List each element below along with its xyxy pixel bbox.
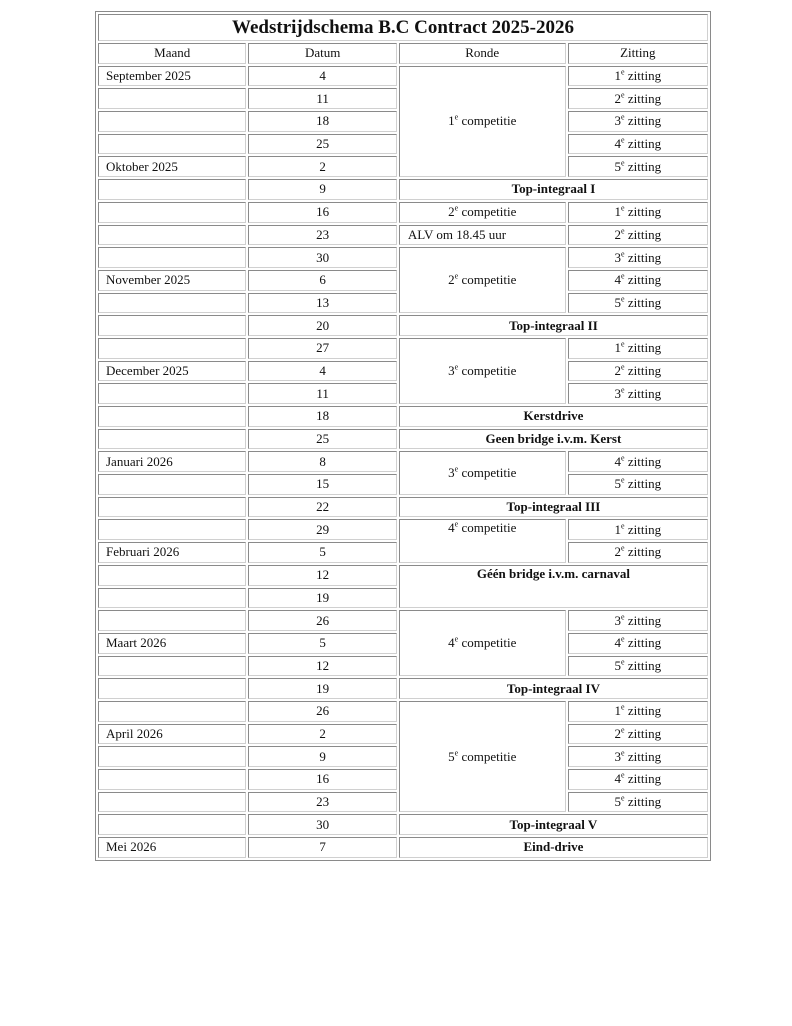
round-label: competitie <box>461 520 517 536</box>
session-label: zitting <box>627 748 662 764</box>
session-number: 5 <box>614 476 622 492</box>
session-label: zitting <box>627 385 662 401</box>
header-ronde: Ronde <box>399 43 566 64</box>
date-cell: 5 <box>248 542 396 563</box>
round-number: 4 <box>448 635 455 651</box>
ordinal-suffix: e <box>621 203 625 213</box>
header-row <box>98 43 708 64</box>
table-row <box>98 338 708 359</box>
table-row <box>98 701 708 722</box>
session-label: zitting <box>627 725 662 741</box>
month-cell <box>98 247 246 268</box>
month-cell <box>98 134 246 155</box>
month-cell <box>98 746 246 767</box>
table-row <box>98 315 708 336</box>
ordinal-suffix: e <box>621 158 625 168</box>
session-number: 4 <box>614 771 622 787</box>
ordinal-suffix: e <box>454 634 459 644</box>
session-number: 5 <box>614 294 622 310</box>
event-cell: Top-integraal IV <box>399 678 708 699</box>
ordinal-suffix: e <box>621 702 625 712</box>
session-cell <box>568 111 708 132</box>
round-label: competitie <box>461 204 517 220</box>
session-label: zitting <box>627 68 662 84</box>
round-label: competitie <box>461 272 517 288</box>
session-number: 1 <box>614 68 622 84</box>
ordinal-suffix: e <box>621 135 625 145</box>
round-label: competitie <box>461 113 517 129</box>
session-label: zitting <box>627 204 662 220</box>
session-number: 3 <box>614 385 622 401</box>
date-cell: 18 <box>248 111 396 132</box>
round-number: 1 <box>448 113 455 129</box>
month-cell <box>98 519 246 540</box>
session-cell <box>568 361 708 382</box>
date-cell: 11 <box>248 383 396 404</box>
ordinal-suffix: e <box>621 771 625 781</box>
ordinal-suffix: e <box>621 113 625 123</box>
table-row <box>98 179 708 200</box>
round-cell <box>399 610 566 676</box>
session-cell <box>568 746 708 767</box>
table-row <box>98 837 708 858</box>
ordinal-suffix: e <box>454 362 459 372</box>
session-cell <box>568 542 708 563</box>
ordinal-suffix: e <box>621 612 625 622</box>
month-cell <box>98 565 246 586</box>
table-row <box>98 66 708 87</box>
session-label: zitting <box>627 90 662 106</box>
event-cell: Eind-drive <box>399 837 708 858</box>
session-number: 3 <box>614 612 622 628</box>
session-label: zitting <box>627 453 662 469</box>
session-label: zitting <box>627 362 662 378</box>
table-row <box>98 610 708 631</box>
month-cell <box>98 225 246 246</box>
table-row <box>98 519 708 540</box>
table-row <box>98 678 708 699</box>
ordinal-suffix: e <box>621 90 625 100</box>
round-number: 4 <box>448 520 455 536</box>
month-cell <box>98 474 246 495</box>
round-number: 2 <box>448 272 455 288</box>
ordinal-suffix: e <box>621 476 625 486</box>
ordinal-suffix: e <box>621 544 625 554</box>
round-cell <box>399 66 566 177</box>
title-row <box>98 14 708 41</box>
date-cell: 30 <box>248 814 396 835</box>
month-cell <box>98 88 246 109</box>
date-cell: 6 <box>248 270 396 291</box>
round-cell <box>399 701 566 812</box>
session-cell <box>568 338 708 359</box>
session-cell <box>568 451 708 472</box>
session-label: zitting <box>627 521 662 537</box>
month-cell <box>98 179 246 200</box>
month-cell <box>98 610 246 631</box>
table-row <box>98 247 708 268</box>
session-cell <box>568 270 708 291</box>
session-cell <box>568 724 708 745</box>
ordinal-suffix: e <box>621 362 625 372</box>
session-cell <box>568 701 708 722</box>
ordinal-suffix: e <box>621 67 625 77</box>
month-cell <box>98 202 246 223</box>
round-cell <box>399 202 566 223</box>
date-cell: 5 <box>248 633 396 654</box>
ordinal-suffix: e <box>621 385 625 395</box>
month-cell <box>98 111 246 132</box>
month-cell: Maart 2026 <box>98 633 246 654</box>
date-cell: 9 <box>248 746 396 767</box>
ordinal-suffix: e <box>621 634 625 644</box>
session-label: zitting <box>627 544 662 560</box>
round-label: competitie <box>461 635 517 651</box>
date-cell: 19 <box>248 678 396 699</box>
date-cell: 9 <box>248 179 396 200</box>
round-cell <box>399 338 566 404</box>
header-datum: Datum <box>248 43 396 64</box>
ordinal-suffix: e <box>454 748 459 758</box>
date-cell: 12 <box>248 656 396 677</box>
session-label: zitting <box>627 794 662 810</box>
table-row <box>98 202 708 223</box>
ordinal-suffix: e <box>454 113 459 123</box>
page-title: Wedstrijdschema B.C Contract 2025-2026 <box>98 14 708 41</box>
round-number: 3 <box>448 362 455 378</box>
session-label: zitting <box>627 340 662 356</box>
round-number: 2 <box>448 204 455 220</box>
session-cell <box>568 792 708 813</box>
session-number: 4 <box>614 272 622 288</box>
ordinal-suffix: e <box>621 339 625 349</box>
ordinal-suffix: e <box>621 453 625 463</box>
session-label: zitting <box>627 612 662 628</box>
session-label: zitting <box>627 272 662 288</box>
date-cell: 26 <box>248 610 396 631</box>
event-cell: Géén bridge i.v.m. carnaval <box>399 565 708 608</box>
session-number: 2 <box>614 362 622 378</box>
session-cell <box>568 247 708 268</box>
header-zitting: Zitting <box>568 43 708 64</box>
header-maand: Maand <box>98 43 246 64</box>
session-number: 5 <box>614 158 622 174</box>
schedule-table <box>95 11 711 861</box>
session-cell <box>568 610 708 631</box>
ordinal-suffix: e <box>621 657 625 667</box>
session-number: 1 <box>614 204 622 220</box>
ordinal-suffix: e <box>454 203 459 213</box>
session-number: 3 <box>614 113 622 129</box>
table-row <box>98 814 708 835</box>
date-cell: 16 <box>248 202 396 223</box>
date-cell: 30 <box>248 247 396 268</box>
date-cell: 22 <box>248 497 396 518</box>
session-number: 1 <box>614 521 622 537</box>
month-cell: April 2026 <box>98 724 246 745</box>
table-row <box>98 497 708 518</box>
session-cell <box>568 66 708 87</box>
month-cell: Mei 2026 <box>98 837 246 858</box>
month-cell <box>98 293 246 314</box>
session-number: 1 <box>614 703 622 719</box>
ordinal-suffix: e <box>621 793 625 803</box>
event-cell: Geen bridge i.v.m. Kerst <box>399 429 708 450</box>
date-cell: 2 <box>248 156 396 177</box>
month-cell: Januari 2026 <box>98 451 246 472</box>
round-label: competitie <box>461 465 517 481</box>
session-cell <box>568 156 708 177</box>
month-cell <box>98 383 246 404</box>
session-cell <box>568 633 708 654</box>
month-cell <box>98 678 246 699</box>
date-cell: 18 <box>248 406 396 427</box>
date-cell: 2 <box>248 724 396 745</box>
event-cell: Top-integraal V <box>399 814 708 835</box>
round-label: competitie <box>461 362 517 378</box>
date-cell: 4 <box>248 66 396 87</box>
session-number: 4 <box>614 136 622 152</box>
session-cell <box>568 88 708 109</box>
round-label: competitie <box>461 748 517 764</box>
event-cell: Top-integraal II <box>399 315 708 336</box>
session-label: zitting <box>627 703 662 719</box>
event-cell: Top-integraal III <box>399 497 708 518</box>
date-cell: 11 <box>248 88 396 109</box>
session-label: zitting <box>627 158 662 174</box>
date-cell: 23 <box>248 225 396 246</box>
ordinal-suffix: e <box>621 271 625 281</box>
table-row <box>98 406 708 427</box>
session-cell <box>568 383 708 404</box>
table-row <box>98 429 708 450</box>
month-cell: November 2025 <box>98 270 246 291</box>
month-cell <box>98 429 246 450</box>
session-number: 2 <box>614 544 622 560</box>
date-cell: 19 <box>248 588 396 609</box>
table-row <box>98 225 708 246</box>
session-number: 2 <box>614 725 622 741</box>
session-label: zitting <box>627 476 662 492</box>
session-number: 5 <box>614 794 622 810</box>
session-cell <box>568 474 708 495</box>
session-cell <box>568 769 708 790</box>
session-number: 3 <box>614 249 622 265</box>
month-cell <box>98 497 246 518</box>
session-number: 5 <box>614 657 622 673</box>
date-cell: 15 <box>248 474 396 495</box>
round-cell <box>399 247 566 313</box>
ordinal-suffix: e <box>454 520 459 530</box>
date-cell: 20 <box>248 315 396 336</box>
date-cell: 13 <box>248 293 396 314</box>
round-label: ALV om 18.45 uur <box>407 226 507 242</box>
round-cell <box>399 451 566 494</box>
ordinal-suffix: e <box>621 748 625 758</box>
month-cell <box>98 701 246 722</box>
date-cell: 16 <box>248 769 396 790</box>
round-number: 5 <box>448 748 455 764</box>
month-cell <box>98 656 246 677</box>
month-cell <box>98 315 246 336</box>
ordinal-suffix: e <box>454 271 459 281</box>
month-cell <box>98 814 246 835</box>
table-row <box>98 451 708 472</box>
month-cell <box>98 338 246 359</box>
round-cell <box>399 225 566 246</box>
ordinal-suffix: e <box>621 249 625 259</box>
session-cell <box>568 656 708 677</box>
session-label: zitting <box>627 136 662 152</box>
session-number: 3 <box>614 748 622 764</box>
session-label: zitting <box>627 249 662 265</box>
date-cell: 27 <box>248 338 396 359</box>
session-cell <box>568 202 708 223</box>
schedule-document <box>95 11 711 861</box>
round-number: 3 <box>448 465 455 481</box>
ordinal-suffix: e <box>621 226 625 236</box>
round-cell <box>399 519 566 562</box>
date-cell: 7 <box>248 837 396 858</box>
session-cell <box>568 519 708 540</box>
ordinal-suffix: e <box>454 464 459 474</box>
table-row <box>98 565 708 586</box>
ordinal-suffix: e <box>621 725 625 735</box>
date-cell: 29 <box>248 519 396 540</box>
session-label: zitting <box>627 226 662 242</box>
session-number: 2 <box>614 226 622 242</box>
date-cell: 25 <box>248 134 396 155</box>
event-cell: Top-integraal I <box>399 179 708 200</box>
month-cell: December 2025 <box>98 361 246 382</box>
session-number: 4 <box>614 635 622 651</box>
month-cell <box>98 769 246 790</box>
session-cell <box>568 134 708 155</box>
session-number: 4 <box>614 453 622 469</box>
event-cell: Kerstdrive <box>399 406 708 427</box>
date-cell: 26 <box>248 701 396 722</box>
date-cell: 25 <box>248 429 396 450</box>
date-cell: 12 <box>248 565 396 586</box>
session-number: 1 <box>614 340 622 356</box>
session-label: zitting <box>627 294 662 310</box>
month-cell: Oktober 2025 <box>98 156 246 177</box>
session-cell <box>568 225 708 246</box>
date-cell: 23 <box>248 792 396 813</box>
month-cell: Februari 2026 <box>98 542 246 563</box>
date-cell: 8 <box>248 451 396 472</box>
month-cell <box>98 588 246 609</box>
month-cell: September 2025 <box>98 66 246 87</box>
month-cell <box>98 792 246 813</box>
session-label: zitting <box>627 635 662 651</box>
session-label: zitting <box>627 771 662 787</box>
month-cell <box>98 406 246 427</box>
ordinal-suffix: e <box>621 521 625 531</box>
ordinal-suffix: e <box>621 294 625 304</box>
session-label: zitting <box>627 113 662 129</box>
schedule-body <box>98 66 708 858</box>
session-number: 2 <box>614 90 622 106</box>
session-label: zitting <box>627 657 662 673</box>
session-cell <box>568 293 708 314</box>
date-cell: 4 <box>248 361 396 382</box>
